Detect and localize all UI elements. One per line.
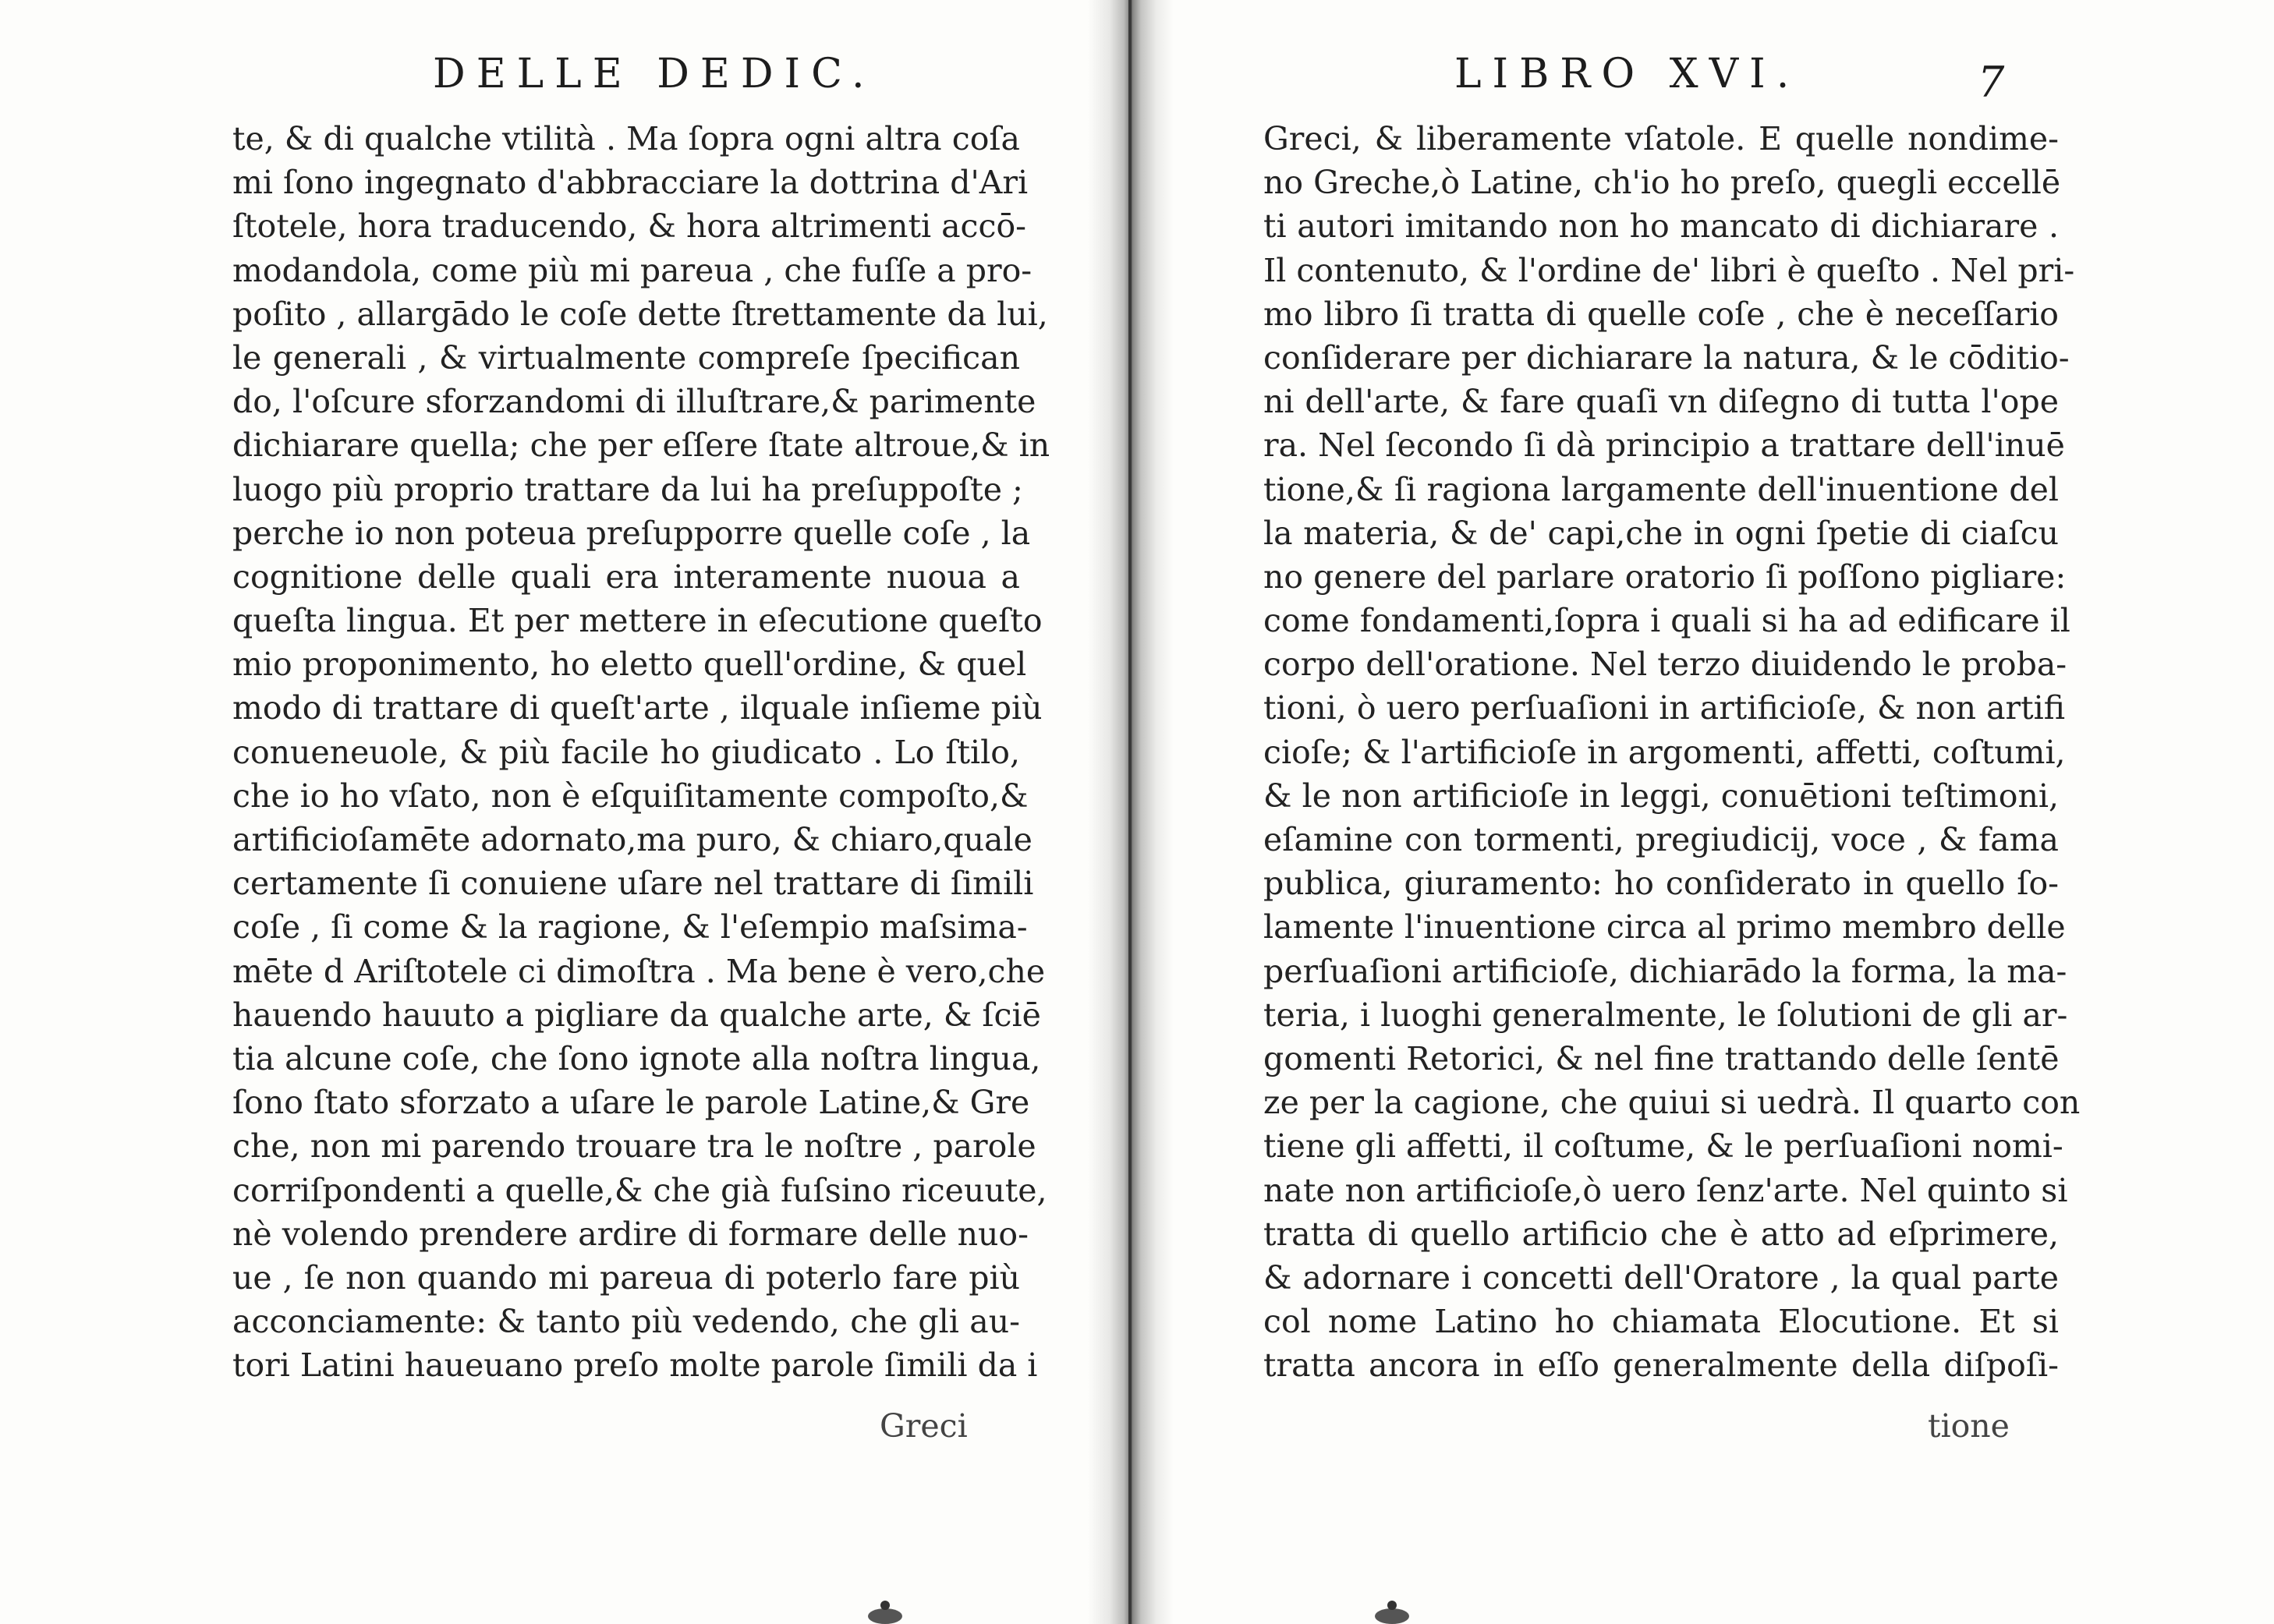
text-line: gomenti Retorici, & nel fine trattando delle ſentē [1263, 1039, 2060, 1077]
text-line: perche io non poteua preſupporre quelle coſe , la [232, 514, 1031, 552]
text-line: queſta lingua. Et per mettere in eſecutione queſto [232, 602, 1043, 640]
text-line: do, l'oſcure sforzandomi di illuſtrare,& parimente [232, 383, 1036, 421]
text-line: ni dell'arte, & fare quaſi vn diſegno di tutta l'ope [1263, 383, 2059, 421]
left-page [0, 0, 1115, 1624]
text-line: tratta di quello artificio che è atto ad eſprimere, [1263, 1215, 2059, 1253]
text-line: cognitione delle quali era interamente nuoua a [232, 557, 1020, 596]
text-line: conueneuole, & più facile ho giudicato . Lo ſtilo, [232, 733, 1020, 771]
running-head-right: LIBRO XVI. [1454, 51, 1801, 97]
text-line: ue , ſe non quando mi pareua di poterlo fare più [232, 1258, 1020, 1297]
text-line: eſamine con tormenti, pregiudicij, voce , & fama [1263, 821, 2059, 858]
text-line: corriſpondenti a quelle,& che già fuſsino riceuute, [232, 1171, 1047, 1209]
text-line: acconciamente: & tanto più vedendo, che gli au- [232, 1303, 1020, 1341]
text-line: ſono ſtato sforzato a uſare le parole Latine,& Gre [232, 1084, 1030, 1122]
text-line: tori Latini haueuano preſo molte parole ſimili da i [232, 1346, 1038, 1385]
text-line: ti autori imitando non ho mancato di dichiarare . [1263, 207, 2059, 246]
ornament-icon [858, 1593, 912, 1624]
page-number: 7 [1978, 58, 2005, 107]
text-line: no genere del parlare oratorio ſi poſſono pigliare: [1263, 557, 2067, 596]
text-line: hauendo hauuto a pigliare da qualche arte, & ſciē [232, 996, 1041, 1034]
text-line: come fondamenti,ſopra i quali si ha ad edificare il [1263, 602, 2070, 640]
text-line: poſito , allargādo le coſe dette ſtrettamente da lui, [232, 295, 1048, 333]
text-line: tione,& ſi ragiona largamente dell'inuentione del [1263, 470, 2059, 508]
text-line: che, non mi parendo trouare tra le noſtre , parole [232, 1127, 1036, 1166]
text-line: tioni, ò uero perſuaſioni in artificioſe, & non artifi [1263, 689, 2066, 727]
catchword-right: tione [1928, 1407, 2010, 1445]
text-line: Il contenuto, & l'ordine de' libri è queſto . Nel pri- [1263, 251, 2075, 289]
text-line: conſiderare per dichiarare la natura, & le cōditio- [1263, 338, 2070, 377]
text-line: te, & di qualche vtilità . Ma ſopra ogni altra coſa [232, 120, 1020, 157]
text-line: corpo dell'oratione. Nel terzo diuidendo le proba- [1263, 646, 2067, 684]
text-line: luogo più proprio trattare da lui ha preſuppoſte ; [232, 470, 1023, 508]
text-line: coſe , ſi come & la ragione, & l'eſempio maſsima- [232, 908, 1028, 946]
text-block-left [232, 117, 1050, 1387]
text-line: tratta ancora in eſſo generalmente della diſpoſi- [1263, 1346, 2059, 1385]
text-line: Greci, & liberamente vſatole. E quelle nondime- [1263, 120, 2059, 157]
text-line: tiene gli affetti, il coſtume, & le perſuaſioni nomi- [1263, 1127, 2063, 1166]
text-line: mi ſono ingegnato d'abbracciare la dottrina d'Ari [232, 164, 1029, 202]
text-line: cioſe; & l'artificioſe in argomenti, affetti, coſtumi, [1263, 733, 2066, 771]
text-line: nate non artificioſe,ò uero ſenz'arte. Nel quinto si [1263, 1171, 2068, 1209]
running-head-left: DELLE DEDIC. [433, 51, 876, 97]
text-line: lamente l'inuentione circa al primo membro delle [1263, 908, 2066, 946]
gutter-shadow [1128, 0, 1132, 1624]
text-line: col nome Latino ho chiamata Elocutione. Et si [1263, 1303, 2059, 1341]
text-line: ra. Nel ſecondo ſi dà principio a trattare dell'inuē [1263, 426, 2065, 465]
text-line: modo di trattare di queſt'arte , ilquale inſieme più [232, 689, 1043, 727]
text-line: che io ho vſato, non è eſquiſitamente compoſto,& [232, 777, 1029, 815]
right-page [1146, 0, 2274, 1624]
text-line: la materia, & de' capi,che in ogni ſpetie di ciaſcu [1263, 514, 2059, 552]
text-line: ze per la cagione, che quiui si uedrà. Il quarto con [1263, 1084, 2081, 1122]
text-line: certamente ſi conuiene uſare nel trattare di ſimili [232, 865, 1034, 903]
text-line: tia alcune coſe, che ſono ignote alla noſtra lingua, [232, 1039, 1041, 1077]
text-line: mio proponimento, ho eletto quell'ordine, & quel [232, 646, 1027, 684]
text-line: mo libro ſi tratta di quelle coſe , che è neceſſario [1263, 295, 2059, 333]
text-block-right [1263, 117, 2081, 1387]
text-line: no Greche,ò Latine, ch'io ho preſo, quegli eccellē [1263, 164, 2061, 202]
text-line: & le non artificioſe in leggi, conuētioni teſtimoni, [1263, 777, 2059, 815]
text-line: perſuaſioni artificioſe, dichiarādo la forma, la ma- [1263, 952, 2067, 990]
text-line: ſtotele, hora traducendo, & hora altrimenti accō- [232, 207, 1026, 246]
text-line: dichiarare quella; che per eſſere ſtate altroue,& in [232, 426, 1050, 465]
text-line: nè volendo prendere ardire di formare delle nuo- [232, 1215, 1029, 1253]
text-line: le generali , & virtualmente compreſe ſpecifican [232, 338, 1020, 377]
text-line: artificioſamēte adornato,ma puro, & chiaro,quale [232, 821, 1033, 858]
ornament-icon [1365, 1593, 1419, 1624]
text-line: & adornare i concetti dell'Oratore , la qual parte [1263, 1258, 2059, 1297]
text-line: mēte d Ariſtotele ci dimoſtra . Ma bene è vero,che [232, 952, 1046, 990]
catchword-left: Greci [880, 1407, 968, 1445]
text-line: publica, giuramento: ho conſiderato in quello ſo- [1263, 865, 2059, 903]
text-line: modandola, come più mi pareua , che fuſſe a pro- [232, 251, 1033, 289]
text-line: teria, i luoghi generalmente, le ſolutioni de gli ar- [1263, 996, 2068, 1034]
